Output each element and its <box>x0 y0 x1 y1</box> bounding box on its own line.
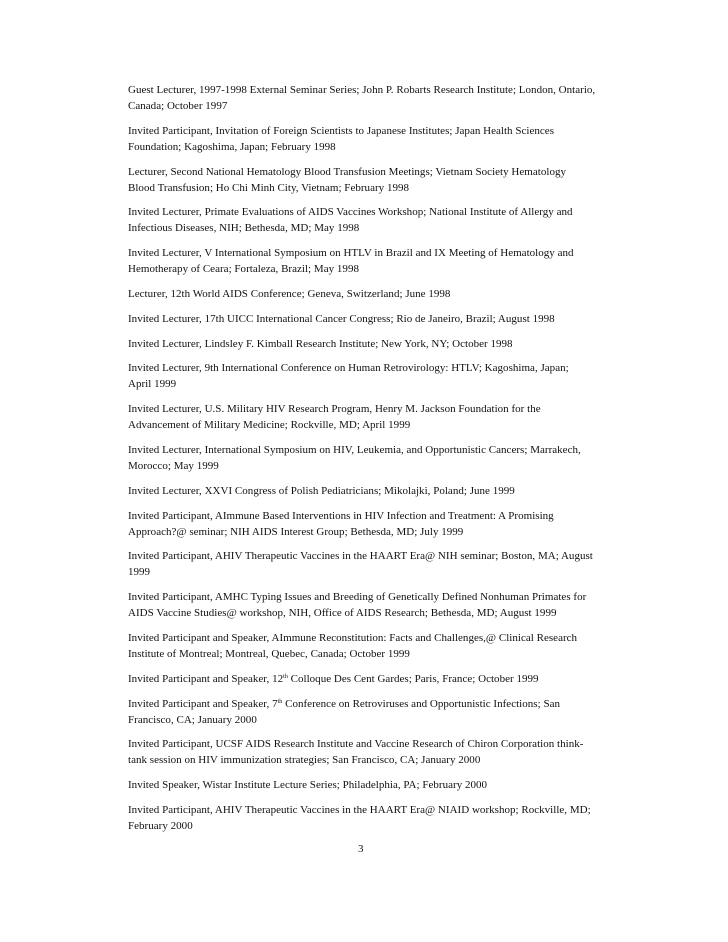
list-item <box>128 442 648 474</box>
entry-line: 1999 <box>128 566 151 579</box>
list-item <box>128 401 648 433</box>
entry-line: Invited Lecturer, 17th UICC International Cancer Congress; Rio de Janeiro, Brazil; August 1998 <box>128 312 555 325</box>
entry-line: Invited Lecturer, XXVI Congress of Polish Pediatricians; Mikolajki, Poland; June 1999 <box>128 484 515 497</box>
entry-line: Invited Lecturer, 9th International Conference on Human Retrovirology: HTLV; Kagoshima, Japan; <box>128 362 569 375</box>
entry-line: Invited Speaker, Wistar Institute Lecture Series; Philadelphia, PA; February 2000 <box>128 779 488 792</box>
entry-line: Guest Lecturer, 1997-1998 External Seminar Series; John P. Robarts Research Institute; London, Ontario, <box>128 84 596 96</box>
entry-line: Invited Lecturer, V International Symposium on HTLV in Brazil and IX Meeting of Hematology and <box>128 247 574 260</box>
entry-line: Canada; October 1997 <box>128 100 228 112</box>
list-item <box>128 548 648 580</box>
entry-text: Invited Participant and Speaker, 12 <box>128 672 284 685</box>
entry-line: Lecturer, 12th World AIDS Conference; Geneva, Switzerland; June 1998 <box>128 287 451 300</box>
entry-line: Invited Lecturer, U.S. Military HIV Research Program, Henry M. Jackson Foundation for the <box>128 403 541 416</box>
list-item <box>128 286 648 302</box>
entry-line: Invited Lecturer, Primate Evaluations of AIDS Vaccines Workshop; National Institute of Allergy and <box>128 206 573 219</box>
entry-line: tank session on HIV immunization strategies; San Francisco, CA; January 2000 <box>128 754 481 767</box>
entry-text: Invited Participant and Speaker, 7 <box>128 697 278 710</box>
entry-text: Colloque Des Cent Gardes; Paris, France; October 1999 <box>287 672 539 685</box>
entry-line: Invited Lecturer, International Symposium on HIV, Leukemia, and Opportunistic Cancers; Marrakech, <box>128 443 581 456</box>
entry-line: Invited Participant and Speaker, AImmune Reconstitution: Facts and Challenges,@ Clinical Research <box>128 631 578 644</box>
entry-line: Invited Participant, AHIV Therapeutic Vaccines in the HAART Era@ NIAID workshop; Rockville, MD; <box>128 803 591 816</box>
entry-line: Approach?@ seminar; NIH AIDS Interest Group; Bethesda, MD; July 1999 <box>128 525 464 538</box>
entry-line: Invited Participant, Invitation of Foreign Scientists to Japanese Institutes; Japan Health Sciences <box>128 124 554 137</box>
list-item <box>128 736 648 768</box>
entry-line: February 2000 <box>128 819 193 832</box>
entry-line: Invited Participant, UCSF AIDS Research Institute and Vaccine Research of Chiron Corporation think- <box>128 738 584 751</box>
list-item <box>128 630 648 662</box>
entry-line: Invited Participant, AMHC Typing Issues and Breeding of Genetically Defined Nonhuman Primates for <box>128 591 587 604</box>
list-item <box>128 671 648 687</box>
entry-text: Conference on Retroviruses and Opportunistic Infections; San <box>282 697 561 710</box>
entry-line: Invited Lecturer, Lindsley F. Kimball Research Institute; New York, NY; October 1998 <box>128 337 513 350</box>
list-item <box>128 508 648 540</box>
entry-line: Francisco, CA; January 2000 <box>128 713 257 726</box>
list-item <box>128 483 648 499</box>
ordinal-superscript: th <box>277 698 283 705</box>
list-item <box>128 589 648 621</box>
entry-line <box>128 671 648 687</box>
entry-line: Infectious Diseases, NIH; Bethesda, MD; May 1998 <box>128 222 360 235</box>
entry-line <box>128 696 648 712</box>
ordinal-superscript: th <box>283 673 288 680</box>
list-item <box>128 360 648 392</box>
entry-line: Institute of Montreal; Montreal, Quebec, Canada; October 1999 <box>128 647 410 660</box>
entry-line: April 1999 <box>128 378 177 391</box>
entry-line: Blood Transfusion; Ho Chi Minh City, Vietnam; February 1998 <box>128 181 410 194</box>
entry-line: AIDS Vaccine Studies@ workshop, NIH, Office of AIDS Research; Bethesda, MD; August 1999 <box>128 607 557 620</box>
entry-line: Invited Participant, AImmune Based Interventions in HIV Infection and Treatment: A Promising <box>128 509 554 522</box>
page-number: 3 <box>358 843 364 855</box>
list-item <box>128 696 648 728</box>
list-item <box>128 123 648 155</box>
entry-line: Invited Participant, AHIV Therapeutic Vaccines in the HAART Era@ NIH seminar; Boston, MA; August <box>128 550 593 563</box>
list-item <box>128 82 648 114</box>
list-item <box>128 204 648 236</box>
entry-line: Hemotherapy of Ceara; Fortaleza, Brazil; May 1998 <box>128 263 359 276</box>
entry-line: Morocco; May 1999 <box>128 459 219 472</box>
entry-line: Lecturer, Second National Hematology Blood Transfusion Meetings; Vietnam Society Hematology <box>128 165 567 178</box>
list-item <box>128 777 648 793</box>
list-item <box>128 245 648 277</box>
list-item <box>128 311 648 327</box>
list-item <box>128 336 648 352</box>
entry-line: Foundation; Kagoshima, Japan; February 1998 <box>128 140 336 153</box>
entry-line: Advancement of Military Medicine; Rockville, MD; April 1999 <box>128 419 411 432</box>
list-item <box>128 802 648 834</box>
document-body <box>128 82 648 843</box>
list-item <box>128 164 648 196</box>
